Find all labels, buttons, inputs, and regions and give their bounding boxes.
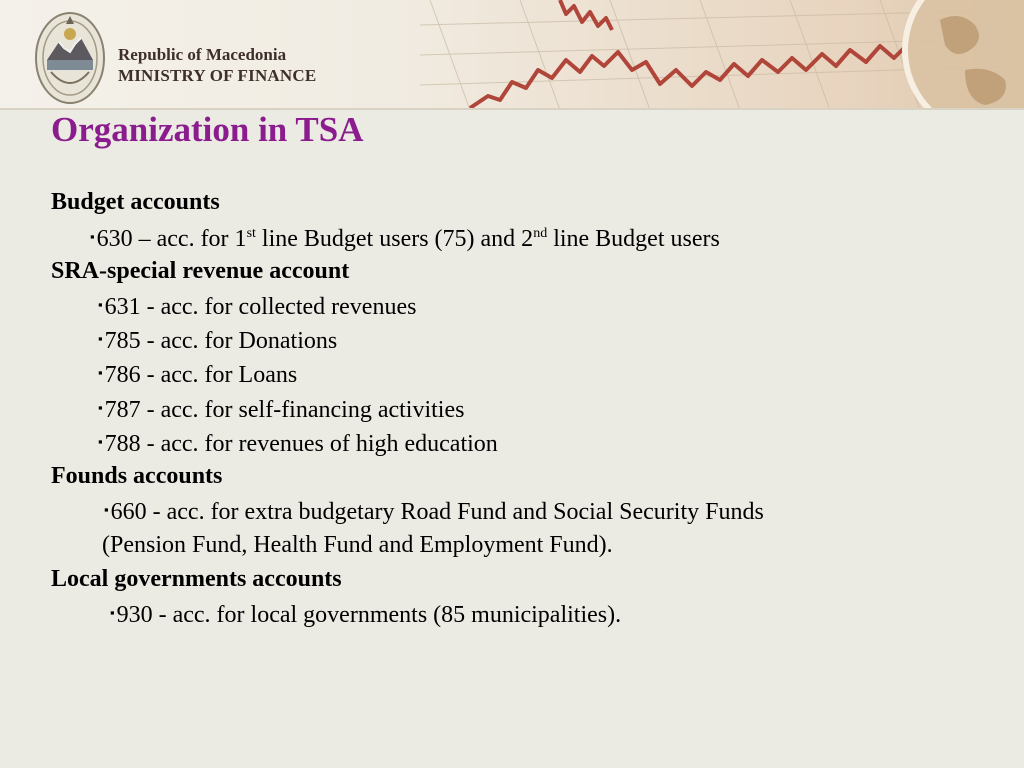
- bullet-icon: ▪: [90, 229, 95, 244]
- founds-item: ▪660 - acc. for extra budgetary Road Fund and Social Security Funds: [104, 499, 764, 525]
- sra-item: ▪788 - acc. for revenues of high education: [98, 431, 498, 457]
- budget-heading: Budget accounts: [51, 189, 220, 215]
- founds-item-continued: (Pension Fund, Health Fund and Employment Fund).: [102, 532, 613, 558]
- bullet-icon: ▪: [98, 365, 103, 380]
- sra-item: ▪785 - acc. for Donations: [98, 328, 338, 354]
- local-item: ▪930 - acc. for local governments (85 municipalities).: [110, 602, 622, 628]
- slide-header-banner: [0, 0, 1024, 110]
- bullet-icon: ▪: [98, 434, 103, 449]
- local-heading: Local governments accounts: [51, 566, 342, 592]
- coat-of-arms-icon: [33, 8, 107, 106]
- sra-item: ▪787 - acc. for self-financing activities: [98, 397, 465, 423]
- bullet-icon: ▪: [104, 502, 109, 517]
- sra-item: ▪631 - acc. for collected revenues: [98, 294, 417, 320]
- sra-heading: SRA-special revenue account: [51, 258, 350, 284]
- sra-item: ▪786 - acc. for Loans: [98, 362, 298, 388]
- founds-heading: Founds accounts: [51, 463, 223, 489]
- organization-name: [118, 44, 316, 86]
- bullet-icon: ▪: [98, 297, 103, 312]
- slide-title: Organization in TSA: [51, 110, 364, 149]
- bullet-icon: ▪: [110, 605, 115, 620]
- budget-item: ▪630 – acc. for 1st line Budget users (75) and 2nd line Budget users: [90, 226, 720, 252]
- ministry-name: MINISTRY OF FINANCE: [118, 66, 317, 85]
- bullet-icon: ▪: [98, 331, 103, 346]
- globe-icon: [905, 0, 1024, 110]
- country-name: Republic of Macedonia: [118, 45, 287, 64]
- bullet-icon: ▪: [98, 400, 103, 415]
